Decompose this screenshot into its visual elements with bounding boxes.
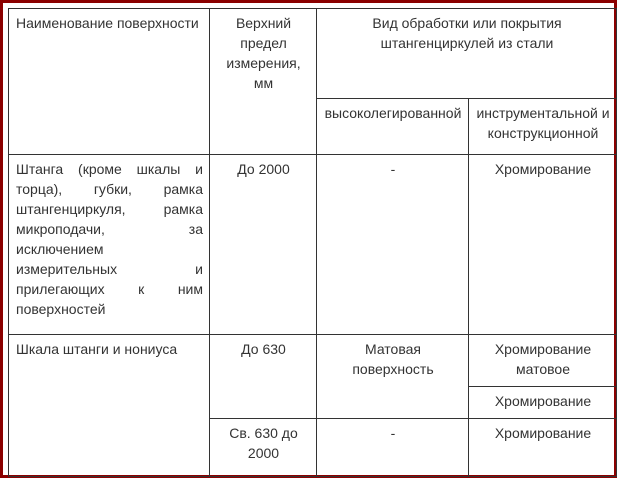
row-tool-structural: Хромирование матовое bbox=[469, 335, 617, 387]
header-treatment-type: Вид обработки или покрытия штангенциркулей из стали bbox=[317, 9, 617, 99]
table-row bbox=[9, 155, 617, 335]
row-high-alloy: - bbox=[317, 155, 469, 335]
row-surface-name: Штанга (кроме шкалы и торца), губки, рамка штангенциркуля, рамка микроподачи, за исключением измерительных и прилегающих к ним поверхностей bbox=[9, 155, 210, 335]
table-row bbox=[9, 335, 617, 387]
row-surface-name: Шкала штанги и нониуса bbox=[9, 335, 210, 477]
row-upper-limit: Св. 630 до 2000 bbox=[210, 419, 317, 477]
header-high-alloy: высоколегированной bbox=[317, 99, 469, 155]
header-tool-structural: инструментальной и конструкционной bbox=[469, 99, 617, 155]
row-upper-limit: До 2000 bbox=[210, 155, 317, 335]
row-high-alloy: Матовая поверхность bbox=[317, 335, 469, 419]
row-tool-structural: Хромирование bbox=[469, 155, 617, 335]
header-upper-limit: Верхний предел измерения, мм bbox=[210, 9, 317, 155]
row-upper-limit: До 630 bbox=[210, 335, 317, 419]
row-tool-structural: Хромирование bbox=[469, 387, 617, 419]
row-tool-structural: Хромирование bbox=[469, 419, 617, 477]
surface-treatment-table bbox=[8, 8, 617, 477]
row-high-alloy: - bbox=[317, 419, 469, 477]
header-surface-name: Наименование поверхности bbox=[9, 9, 210, 155]
header-row bbox=[9, 9, 617, 99]
